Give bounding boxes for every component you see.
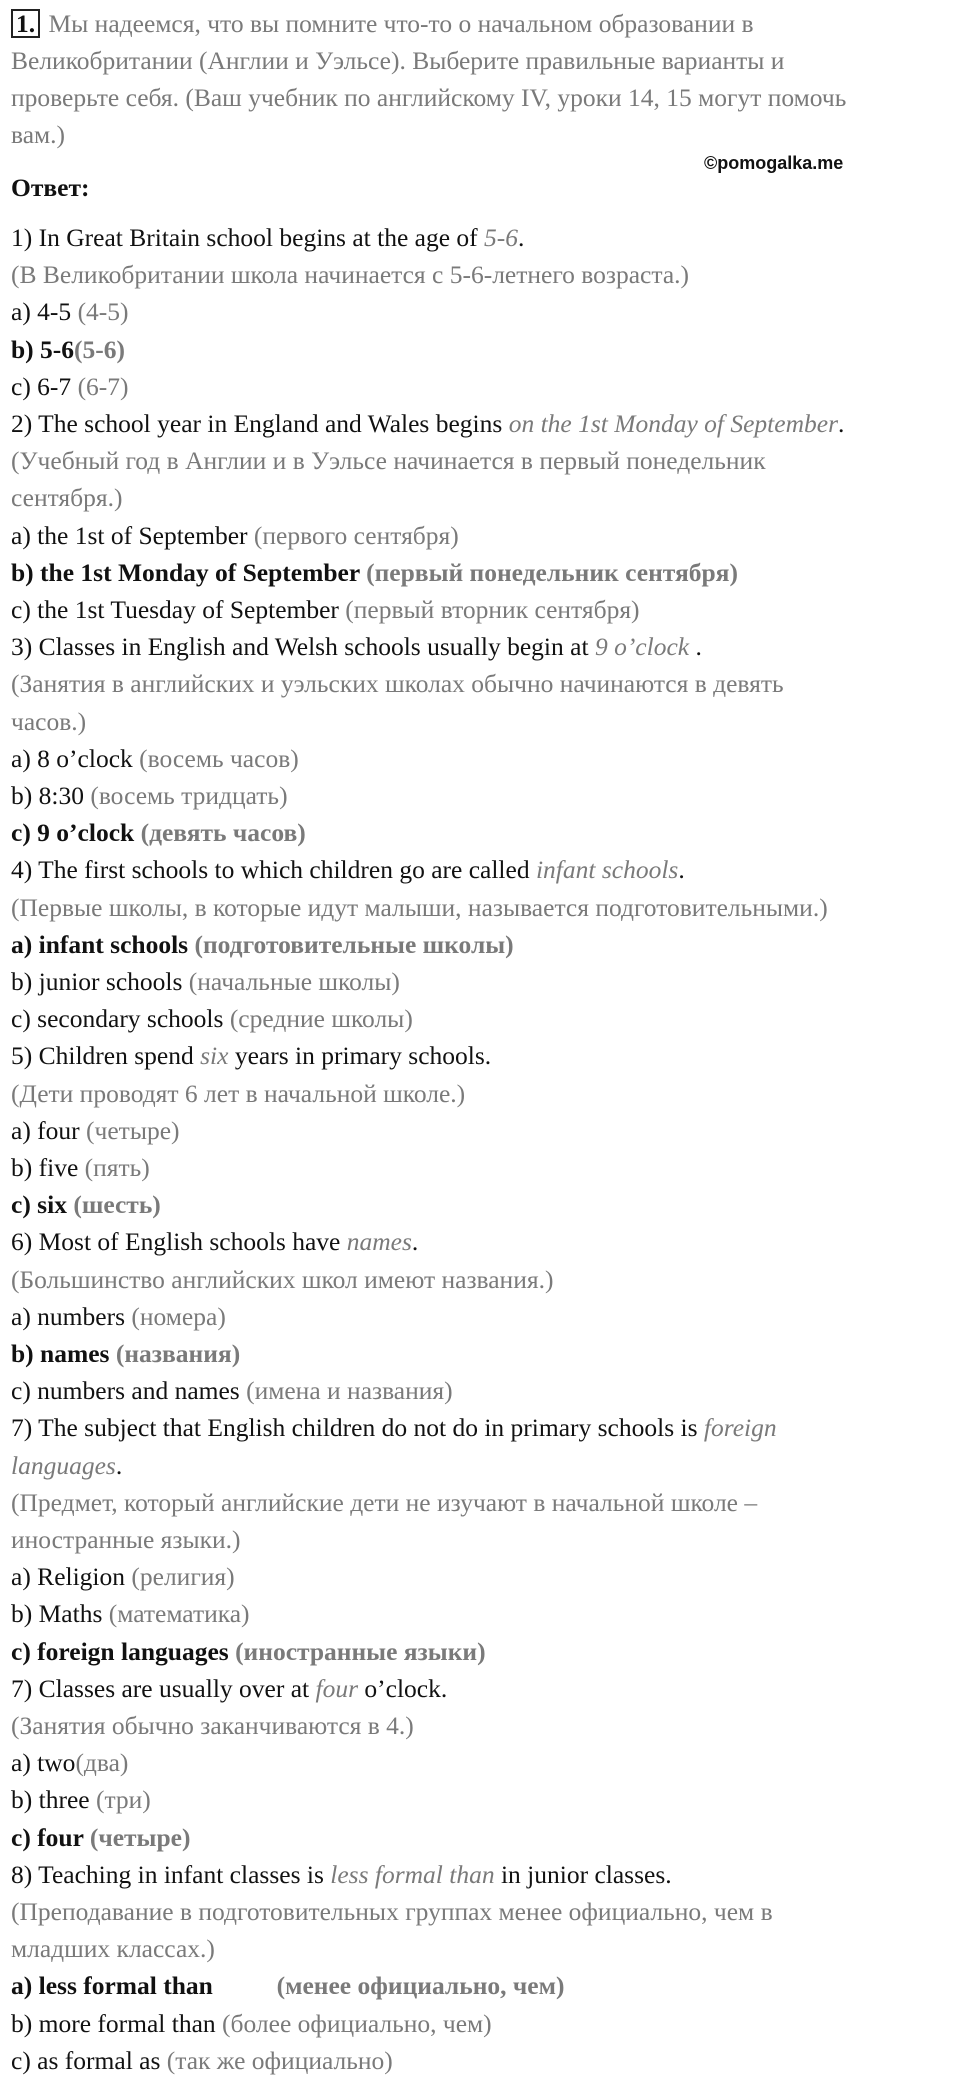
line-segment: b) 5-6 xyxy=(11,335,75,364)
line-segment: a) four xyxy=(11,1116,87,1145)
line-segment: less formal than xyxy=(330,1860,495,1889)
answer-line xyxy=(11,1897,773,1927)
answer-line xyxy=(11,1711,414,1741)
line-segment: (В Великобритании школа начинается с 5-6-летнего возраста.) xyxy=(11,260,690,289)
line-segment: (математика) xyxy=(108,1599,250,1628)
line-segment: (6-7) xyxy=(77,372,129,401)
task-intro-text: Мы надеемся, что вы помните что-то о начальном образовании в xyxy=(48,9,754,38)
answer-line xyxy=(11,1488,757,1518)
answer-line xyxy=(11,2009,492,2039)
line-segment: 7) Classes are usually over at xyxy=(11,1674,316,1703)
answer-line xyxy=(11,1674,447,1704)
answer-line xyxy=(11,223,524,253)
line-segment: (номера) xyxy=(131,1302,226,1331)
answer-line xyxy=(11,930,514,960)
answer-line xyxy=(11,632,702,662)
line-segment: (Учебный год в Англии и в Уэльсе начинается в первый понедельник xyxy=(11,446,766,475)
line-segment: a) the 1st of September xyxy=(11,521,254,550)
line-segment: (Занятия в английских и уэльских школах обычно начинаются в девять xyxy=(11,669,784,698)
answer-line xyxy=(11,855,685,885)
line-segment: 4) The first schools to which children go are called xyxy=(11,855,536,884)
line-segment: in junior classes. xyxy=(494,1860,672,1889)
task-number: 1. xyxy=(11,9,40,38)
answer-line xyxy=(11,1785,151,1815)
answer-line xyxy=(11,446,766,476)
answer-line xyxy=(11,818,306,848)
answer-line xyxy=(11,260,689,290)
line-segment: . xyxy=(411,1227,419,1256)
line-segment: 6) Most of English schools have xyxy=(11,1227,347,1256)
line-segment: . xyxy=(689,632,702,661)
line-segment: c) foreign languages xyxy=(11,1637,236,1666)
line-segment: (пять) xyxy=(84,1153,150,1182)
line-segment: b) names xyxy=(11,1339,116,1368)
answer-line xyxy=(11,297,129,327)
line-segment: b) junior schools xyxy=(11,967,189,996)
answer-label: Ответ: xyxy=(11,173,90,202)
answer-line xyxy=(11,744,299,774)
line-segment: (Предмет, который английские дети не изучают в начальной школе – xyxy=(11,1488,758,1517)
line-segment: c) six xyxy=(11,1190,74,1219)
answer-line xyxy=(11,1748,128,1778)
line-segment: . xyxy=(678,855,685,884)
answer-line xyxy=(11,1265,553,1295)
line-segment: a) Religion xyxy=(11,1562,132,1591)
line-segment: c) secondary schools xyxy=(11,1004,230,1033)
answer-line xyxy=(11,707,86,737)
line-segment: (первый вторник сентября) xyxy=(345,595,640,624)
line-segment: names xyxy=(346,1227,412,1256)
line-segment: (Первые школы, в которые идут малыши, называется подготовительными.) xyxy=(11,893,828,922)
line-segment: (первый понедельник сентября) xyxy=(366,558,738,587)
answer-line xyxy=(11,1339,240,1369)
line-segment: c) four xyxy=(11,1823,90,1852)
answer-line xyxy=(11,1823,190,1853)
line-segment: (Большинство английских школ имеют названия.) xyxy=(11,1265,554,1294)
line-segment: infant schools xyxy=(535,855,679,884)
answer-line xyxy=(11,595,640,625)
line-segment: (четыре) xyxy=(89,1823,191,1852)
line-segment: младших классах.) xyxy=(11,1934,215,1963)
answer-line xyxy=(11,1376,453,1406)
answer-line xyxy=(11,781,288,811)
line-segment: (восемь часов) xyxy=(139,744,299,773)
line-segment: (четыре) xyxy=(86,1116,180,1145)
line-segment: (восемь тридцать) xyxy=(90,781,288,810)
answer-line xyxy=(11,1227,418,1257)
line-segment: (более официально, чем) xyxy=(222,2009,492,2038)
line-segment: 7) The subject that English children do not do in primary schools is xyxy=(11,1413,704,1442)
answer-line xyxy=(11,1860,672,1890)
line-segment: (иностранные языки) xyxy=(235,1637,486,1666)
line-segment: o’clock. xyxy=(358,1674,448,1703)
line-segment: a) numbers xyxy=(11,1302,132,1331)
line-segment: b) the 1st Monday of September xyxy=(11,558,367,587)
line-segment: c) 6-7 xyxy=(11,372,78,401)
answer-line xyxy=(11,1599,250,1629)
line-segment: сентября.) xyxy=(11,483,123,512)
line-segment: 5-6 xyxy=(484,223,519,252)
answer-line xyxy=(11,521,459,551)
line-segment: (4-5) xyxy=(77,297,129,326)
line-segment: (религия) xyxy=(131,1562,235,1591)
answer-line xyxy=(11,1004,413,1034)
answer-line xyxy=(11,558,738,588)
line-segment: часов.) xyxy=(11,707,87,736)
line-segment: a) infant schools xyxy=(11,930,195,959)
line-segment: (подготовительные школы) xyxy=(194,930,514,959)
line-segment: a) 4-5 xyxy=(11,297,78,326)
answer-line xyxy=(11,1525,240,1555)
line-segment: 8) Teaching in infant classes is xyxy=(11,1860,331,1889)
line-segment: (средние школы) xyxy=(229,1004,413,1033)
line-segment: (шесть) xyxy=(73,1190,161,1219)
line-segment: (три) xyxy=(95,1785,151,1814)
line-segment: a) 8 o’clock xyxy=(11,744,140,773)
answer-line xyxy=(11,967,400,997)
task-intro-line xyxy=(11,9,754,39)
task-intro-line: вам.) xyxy=(11,120,66,149)
line-segment: on the 1st Monday of September xyxy=(508,409,838,438)
answer-line xyxy=(11,483,122,513)
answer-line xyxy=(11,669,784,699)
line-segment: (так же официально) xyxy=(166,2046,393,2075)
line-segment: 5) Children spend xyxy=(11,1041,201,1070)
line-segment: 2) The school year in England and Wales begins xyxy=(11,409,509,438)
line-segment: . xyxy=(518,223,525,252)
answer-line xyxy=(11,1637,486,1667)
line-segment: four xyxy=(315,1674,359,1703)
line-segment: (два) xyxy=(75,1748,129,1777)
line-segment: languages xyxy=(11,1451,116,1480)
answer-line xyxy=(11,1190,161,1220)
answer-line xyxy=(11,1562,235,1592)
answer-line xyxy=(11,893,828,923)
line-segment: 3) Classes in English and Welsh schools usually begin at xyxy=(11,632,595,661)
line-segment: b) three xyxy=(11,1785,96,1814)
answer-line xyxy=(11,1079,465,1109)
line-segment: (начальные школы) xyxy=(188,967,400,996)
line-segment: 1) In Great Britain school begins at the age of xyxy=(11,223,485,252)
line-segment: a) two xyxy=(11,1748,76,1777)
line-segment: foreign xyxy=(703,1413,777,1442)
line-segment: (5-6) xyxy=(74,335,126,364)
line-segment: иностранные языки.) xyxy=(11,1525,241,1554)
line-segment: (названия) xyxy=(115,1339,241,1368)
line-segment: . xyxy=(115,1451,123,1480)
answer-line xyxy=(11,1413,777,1443)
line-segment: years in primary schools. xyxy=(228,1041,492,1070)
line-segment: c) the 1st Tuesday of September xyxy=(11,595,346,624)
line-segment: six xyxy=(200,1041,229,1070)
answer-line xyxy=(11,1934,215,1964)
line-segment: (имена и названия) xyxy=(246,1376,453,1405)
line-segment: c) as formal as xyxy=(11,2046,167,2075)
answer-line xyxy=(11,2046,393,2076)
answer-line xyxy=(11,1302,226,1332)
answer-line xyxy=(11,1116,180,1146)
line-segment: (Занятия обычно заканчиваются в 4.) xyxy=(11,1711,414,1740)
line-segment: b) 8:30 xyxy=(11,781,91,810)
answer-line xyxy=(11,372,129,402)
task-intro-line: проверьте себя. (Ваш учебник по английскому IV, уроки 14, 15 могут помочь xyxy=(11,83,847,112)
line-segment: (первого сентября) xyxy=(253,521,459,550)
answer-line xyxy=(11,335,125,365)
answer-line xyxy=(11,1153,150,1183)
line-segment: (девять часов) xyxy=(140,818,306,847)
answer-line xyxy=(11,1041,491,1071)
line-segment: (Преподавание в подготовительных группах менее официально, чем в xyxy=(11,1897,773,1926)
line-segment: . xyxy=(838,409,845,438)
watermark: ©pomogalka.me xyxy=(704,153,844,173)
line-segment: (менее официально, чем) xyxy=(212,1971,565,2000)
line-segment: b) five xyxy=(11,1153,85,1182)
answer-line xyxy=(11,1971,564,2001)
answer-line xyxy=(11,409,844,439)
line-segment: 9 o’clock xyxy=(594,632,690,661)
line-segment: (Дети проводят 6 лет в начальной школе.) xyxy=(11,1079,466,1108)
line-segment: b) more formal than xyxy=(11,2009,223,2038)
line-segment: c) numbers and names xyxy=(11,1376,247,1405)
line-segment: a) less formal than xyxy=(11,1971,213,2000)
task-intro-line: Великобритании (Англии и Уэльсе). Выберите правильные варианты и xyxy=(11,46,785,75)
line-segment: c) 9 o’clock xyxy=(11,818,141,847)
answer-line xyxy=(11,1451,122,1481)
line-segment: b) Maths xyxy=(11,1599,109,1628)
